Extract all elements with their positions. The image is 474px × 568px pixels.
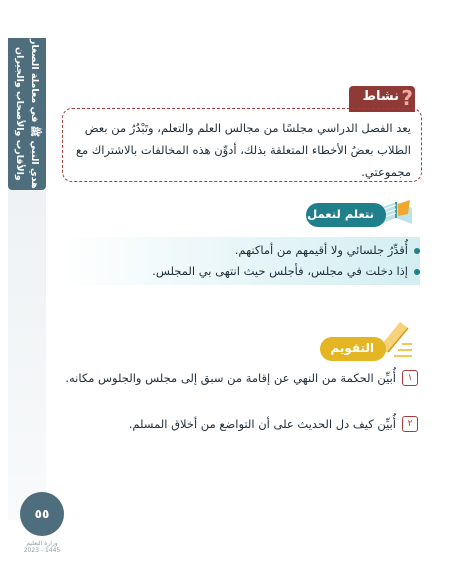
page-number: ٥٥ bbox=[20, 492, 64, 536]
learn-list bbox=[80, 240, 420, 282]
unit-side-title: هدي النبي ﷺ في معاملة الصغار والأقارب والأصحاب والجيران bbox=[14, 39, 40, 189]
unit-side-tab bbox=[8, 38, 46, 190]
question-number: ١ bbox=[402, 370, 418, 386]
learn-item-text: إذا دخلت في مجلس، فأجلس حيث انتهى بي المجلس. bbox=[152, 264, 408, 278]
logo-line-1: وزارة التعليم bbox=[26, 540, 58, 547]
learn-item bbox=[80, 261, 420, 282]
learn-label: نتعلم لنعمل bbox=[307, 207, 374, 221]
learn-header bbox=[306, 203, 386, 227]
learn-item-text: أُقدِّرُ جلسائي ولا أقيمهم من أماكنهم. bbox=[234, 243, 408, 257]
question-text: أُبيِّن كيف دل الحديث على أن التواضع من أخلاق المسلم. bbox=[128, 417, 396, 431]
evaluation-question-2 bbox=[46, 414, 418, 434]
question-text: أُبيِّن الحكمة من النهي عن إقامة من سبق إلى مجلس والجلوس مكانه. bbox=[65, 371, 396, 385]
question-number: ٢ bbox=[402, 416, 418, 432]
activity-label: نشاط bbox=[362, 89, 399, 104]
logo-line-2: 2023 - 1445 bbox=[23, 547, 61, 554]
bullet-icon bbox=[414, 269, 420, 275]
learn-item bbox=[80, 240, 420, 261]
evaluation-label: التقويم bbox=[330, 341, 374, 355]
activity-box bbox=[62, 108, 422, 182]
side-stripe bbox=[8, 190, 46, 520]
question-mark-icon: ? bbox=[401, 86, 413, 110]
evaluation-question-1 bbox=[46, 368, 418, 388]
activity-text: يعد الفصل الدراسي مجلسًا من مجالس العلم والتعلم، وتَبْدُرُ من بعض الطلاب بعضُ الأخطاء المتعلقة بذلك، أدوِّن هذه المخالفات بالاشتراك مع مجموعتي. bbox=[75, 121, 411, 179]
bullet-icon bbox=[414, 248, 420, 254]
evaluation-header bbox=[320, 337, 386, 361]
ministry-logo bbox=[20, 540, 64, 562]
